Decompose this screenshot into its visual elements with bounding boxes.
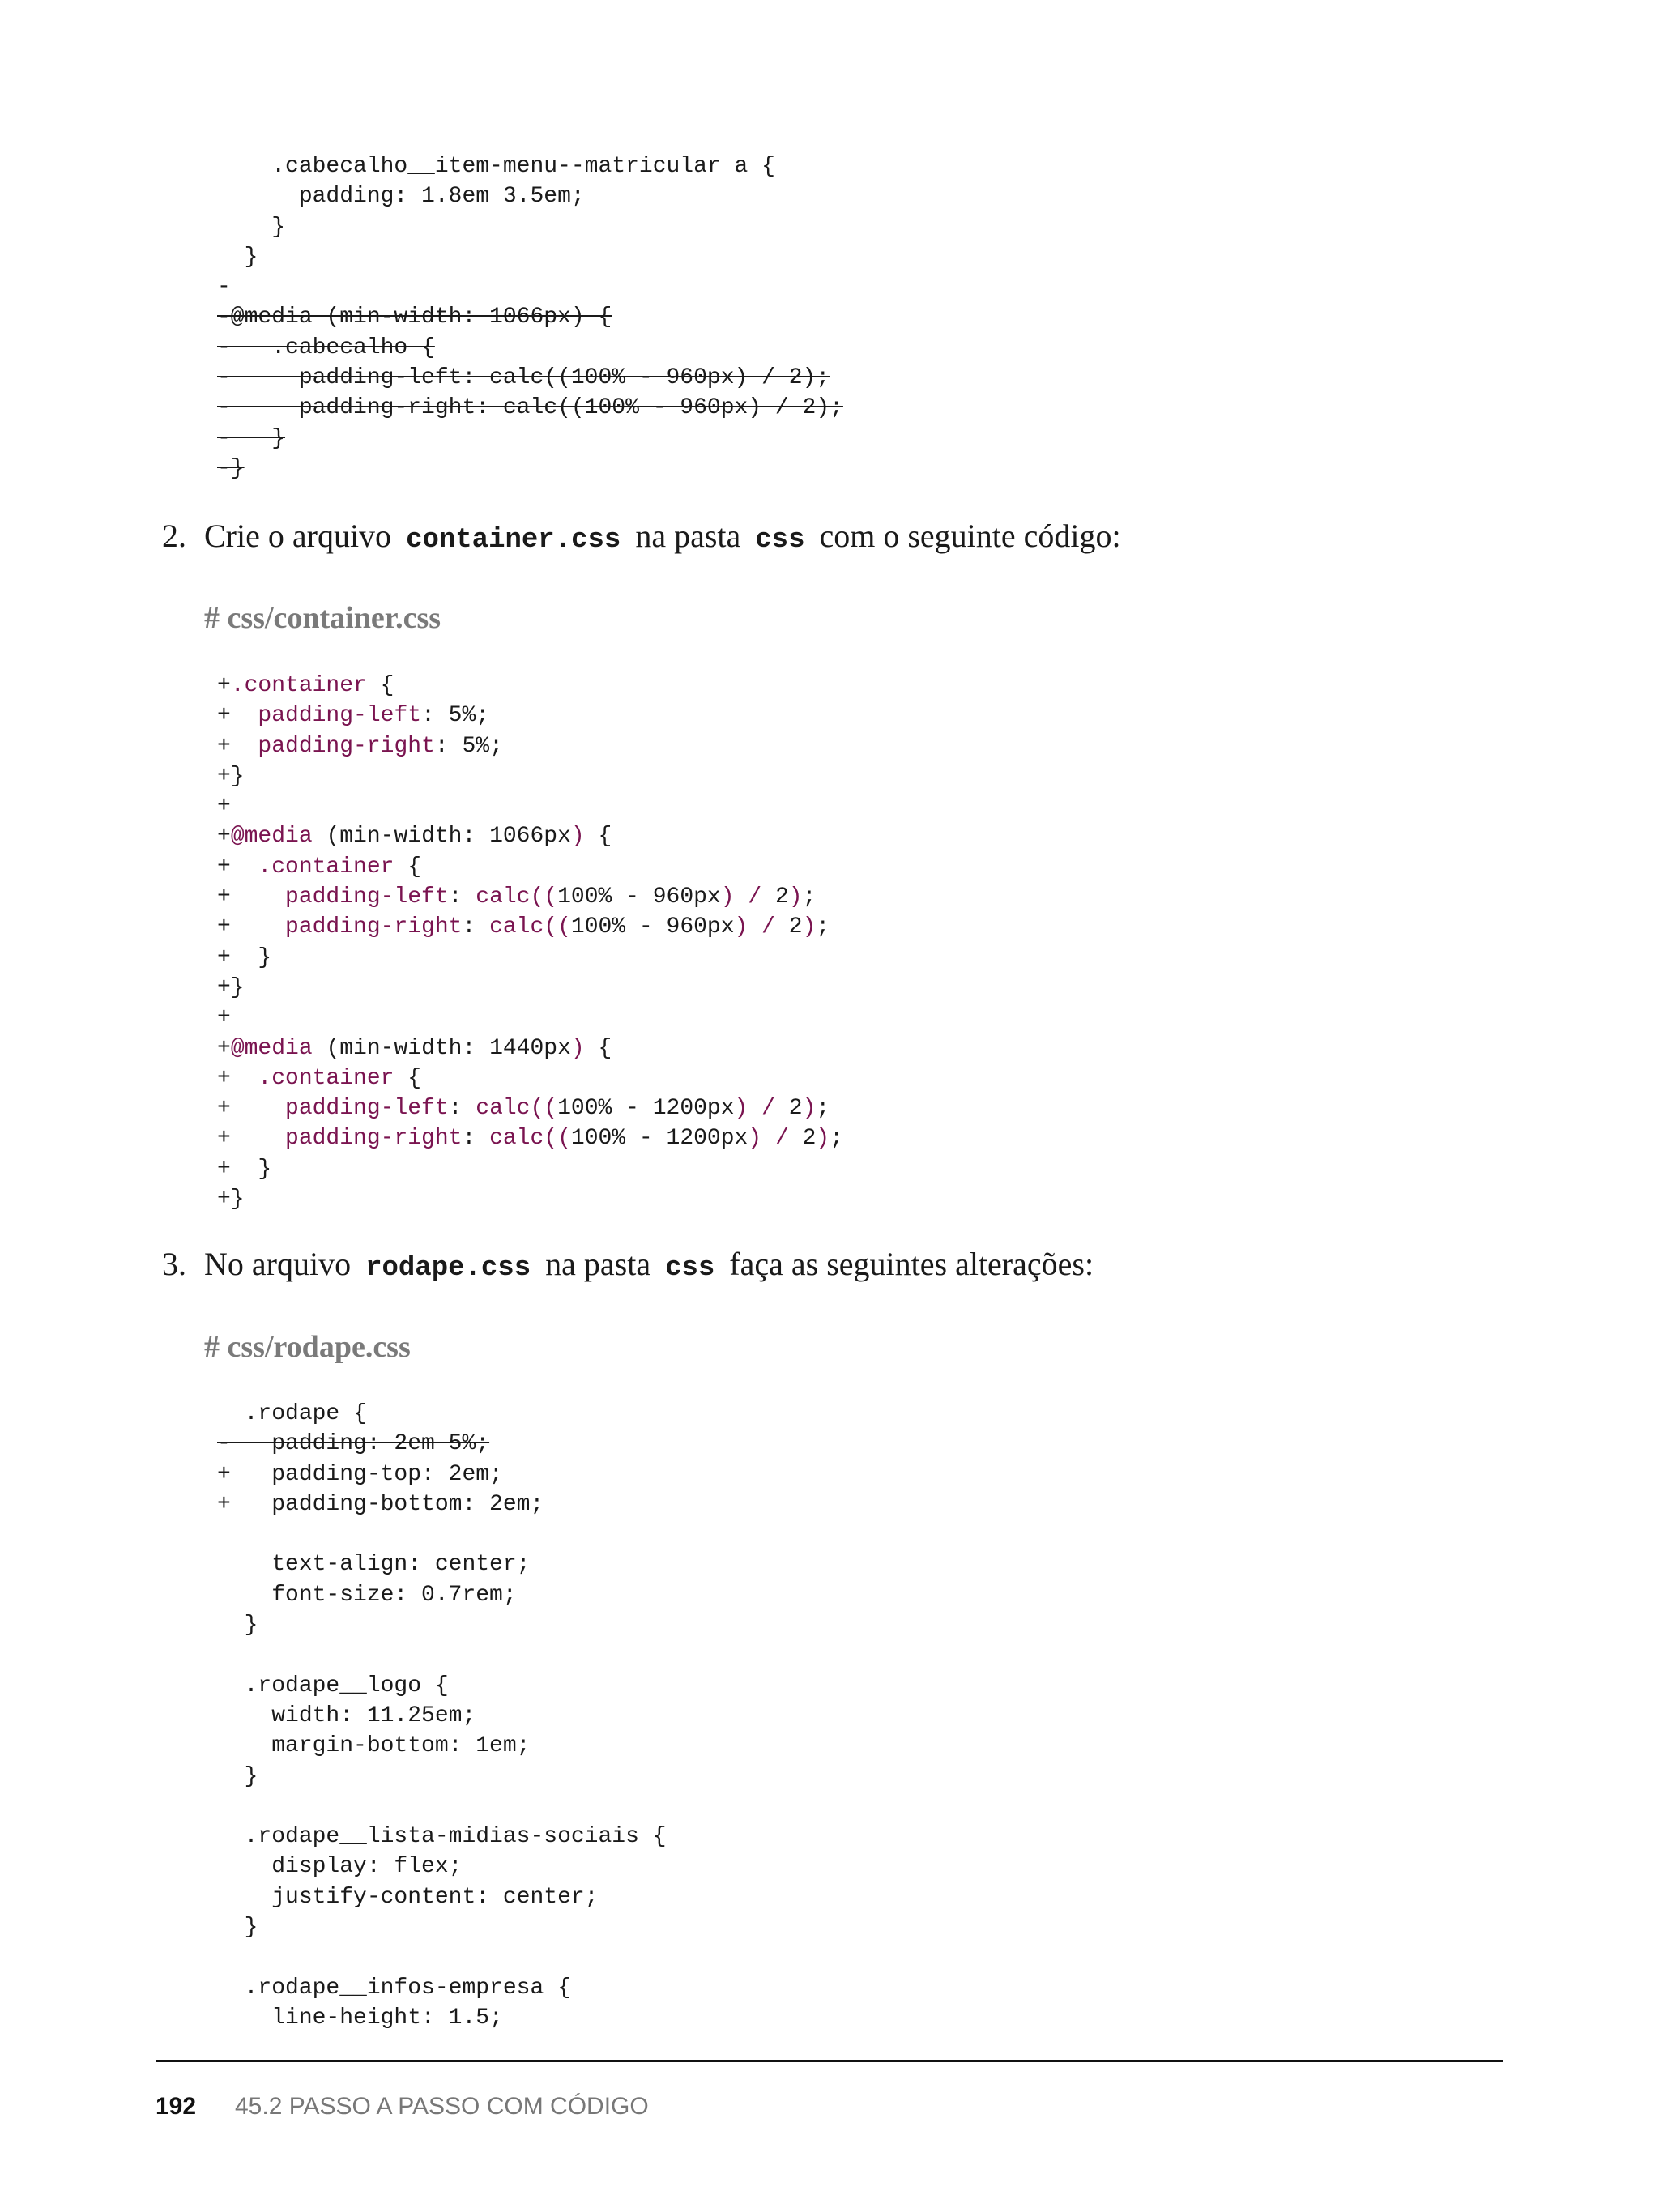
code-line [217, 1519, 667, 1549]
code-line: + } [217, 1156, 272, 1182]
footer-divider [156, 2060, 1503, 2062]
code-line: justify-content: center; [217, 1884, 599, 1910]
step-3-instruction [162, 1245, 1094, 1288]
code-line: +} [217, 1187, 245, 1213]
step-number: 2. [162, 518, 186, 554]
code-line: + padding-left: calc((100% - 1200px) / 2); [217, 1096, 830, 1122]
step-text: Crie o arquivo [204, 518, 392, 554]
code-line: + padding-right: 5%; [217, 733, 503, 759]
step-text: na pasta [635, 518, 741, 554]
code-line: + [217, 1005, 231, 1031]
code-line: +} [217, 763, 245, 789]
code-line: + padding-bottom: 2em; [217, 1491, 544, 1517]
step-text: No arquivo [204, 1246, 352, 1282]
code-line [217, 1792, 667, 1822]
code-line: .rodape__logo { [217, 1673, 449, 1698]
code-line: - [217, 275, 231, 300]
code-line: - padding-right: calc((100% - 960px) / 2); [217, 395, 843, 421]
folder-name: css [665, 1253, 715, 1284]
code-line: + .container { [217, 854, 422, 880]
code-line: +.container { [217, 673, 394, 698]
code-block-rodape-diff [217, 1399, 667, 2033]
file-name: container.css [406, 525, 621, 556]
code-line: + padding-left: 5%; [217, 703, 490, 729]
code-line: } [217, 1915, 258, 1941]
file-heading-container: # css/container.css [204, 601, 441, 635]
step-text: com o seguinte código: [819, 518, 1121, 554]
code-block-cabecalho-diff [217, 151, 843, 484]
code-line: margin-bottom: 1em; [217, 1733, 531, 1759]
step-text: faça as seguintes alterações: [729, 1246, 1094, 1282]
code-line: + } [217, 944, 272, 970]
code-line: -@media (min-width: 1066px) { [217, 305, 612, 330]
folder-name: css [755, 525, 805, 556]
code-line [217, 1640, 667, 1670]
code-line: +} [217, 974, 245, 1000]
code-line: } [217, 1613, 258, 1639]
code-line: + padding-right: calc((100% - 1200px) / 2); [217, 1126, 843, 1152]
code-line: } [217, 214, 286, 240]
code-line: text-align: center; [217, 1552, 531, 1578]
code-line: - padding-left: calc((100% - 960px) / 2); [217, 365, 830, 391]
code-line: font-size: 0.7rem; [217, 1582, 517, 1608]
step-2-instruction [162, 517, 1121, 560]
step-number: 3. [162, 1246, 186, 1282]
code-line: + padding-top: 2em; [217, 1461, 503, 1487]
code-line: +@media (min-width: 1066px) { [217, 824, 612, 850]
code-line: - .cabecalho { [217, 335, 435, 360]
code-line: .rodape__infos-empresa { [217, 1975, 571, 2001]
code-line: .rodape__lista-midias-sociais { [217, 1824, 667, 1850]
page-number: 192 [156, 2093, 197, 2120]
chapter-title: 45.2 PASSO A PASSO COM CÓDIGO [235, 2093, 649, 2120]
code-line: .rodape { [217, 1401, 367, 1426]
file-heading-rodape: # css/rodape.css [204, 1330, 411, 1364]
code-line: padding: 1.8em 3.5em; [217, 184, 585, 210]
code-line: + .container { [217, 1065, 422, 1091]
code-line [217, 1942, 667, 1972]
code-line: line-height: 1.5; [217, 2005, 503, 2031]
code-line: - padding: 2em 5%; [217, 1431, 490, 1457]
code-line: .cabecalho__item-menu--matricular a { [217, 154, 775, 179]
step-text: na pasta [545, 1246, 651, 1282]
code-line: +@media (min-width: 1440px) { [217, 1035, 612, 1061]
code-line: - } [217, 425, 286, 451]
code-line: } [217, 1763, 258, 1789]
code-line: width: 11.25em; [217, 1703, 476, 1728]
code-line: + [217, 794, 231, 820]
file-name: rodape.css [365, 1253, 531, 1284]
code-line: display: flex; [217, 1854, 463, 1880]
code-block-container-css [217, 671, 843, 1214]
code-line: -} [217, 455, 245, 481]
code-line: + padding-right: calc((100% - 960px) / 2); [217, 914, 830, 940]
code-line: } [217, 244, 258, 270]
code-line: + padding-left: calc((100% - 960px) / 2); [217, 884, 817, 910]
